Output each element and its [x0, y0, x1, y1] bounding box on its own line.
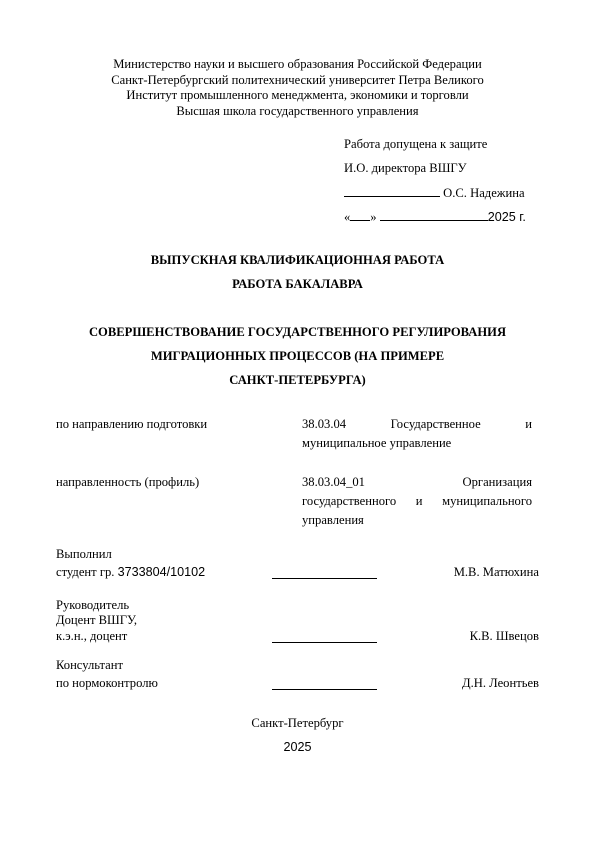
direction-label: по направлению подготовки	[56, 417, 208, 431]
institute-line: Институт промышленного менеджмента, экономики и торговли	[126, 88, 469, 102]
author-group-label: студент гр.	[56, 565, 118, 579]
author-group-number: 3733804/10102	[117, 565, 206, 579]
university-line: Санкт-Петербургский политехнический университет Петра Великого	[111, 72, 484, 87]
work-type-line-2: РАБОТА БАКАЛАВРА	[232, 277, 363, 291]
date-day-line	[350, 208, 370, 221]
footer-city: Санкт-Петербург	[251, 716, 344, 730]
approval-line-2: И.О. директора ВШГУ	[344, 160, 467, 175]
author-name: М.В. Матюхина	[453, 565, 539, 579]
school-line: Высшая школа государственного управления	[176, 103, 419, 118]
work-type-line-1: ВЫПУСКНАЯ КВАЛИФИКАЦИОННАЯ РАБОТА	[150, 253, 445, 267]
consultant-position: по нормоконтролю	[56, 676, 158, 690]
consultant-signature-line	[272, 689, 377, 690]
supervisor-position-2: к.э.н., доцент	[56, 629, 128, 643]
work-title-line-2: МИГРАЦИОННЫХ ПРОЦЕССОВ (НА ПРИМЕРЕ	[150, 349, 445, 363]
institution-header	[0, 57, 595, 119]
date-quote-open: «	[344, 209, 351, 224]
direction-value	[302, 417, 532, 455]
approval-line-1: Работа допущена к защите	[344, 137, 488, 151]
ministry-line: Министерство науки и высшего образования Российской Федерации	[113, 57, 482, 71]
author-role: Выполнил	[56, 547, 112, 561]
date-month-line	[380, 208, 488, 221]
approval-block	[344, 137, 526, 231]
profile-value-line-3: управления	[302, 513, 364, 527]
date-quote-close: »	[370, 209, 377, 224]
author-group-row	[56, 565, 205, 581]
approval-year: 2025 г.	[487, 209, 526, 224]
consultant-name: Д.Н. Леонтьев	[462, 676, 539, 690]
work-title-line-3: САНКТ-ПЕТЕРБУРГА)	[229, 373, 366, 387]
supervisor-position-1: Доцент ВШГУ,	[56, 613, 138, 627]
director-signature-row	[344, 184, 526, 208]
direction-value-line-1: 38.03.04 Государственное и	[302, 417, 532, 431]
profile-value-line-2: государственного и муниципального	[302, 494, 532, 508]
author-signature-line	[272, 578, 377, 579]
footer-year: 2025	[283, 740, 312, 754]
consultant-role: Консультант	[56, 658, 124, 672]
supervisor-signature-line	[272, 642, 377, 643]
profile-value	[302, 475, 532, 532]
supervisor-role: Руководитель	[56, 598, 130, 612]
profile-label: направленность (профиль)	[56, 475, 200, 489]
profile-value-line-1: 38.03.04_01 Организация	[302, 475, 532, 489]
director-signature-line	[344, 184, 440, 197]
work-title-line-1: СОВЕРШЕНСТВОВАНИЕ ГОСУДАРСТВЕННОГО РЕГУЛИРОВАНИЯ	[88, 325, 507, 339]
supervisor-name: К.В. Швецов	[469, 629, 539, 643]
approval-date-row	[344, 208, 526, 232]
direction-value-line-2: муниципальное управление	[302, 436, 452, 450]
director-name: О.С. Надежина	[443, 186, 525, 200]
